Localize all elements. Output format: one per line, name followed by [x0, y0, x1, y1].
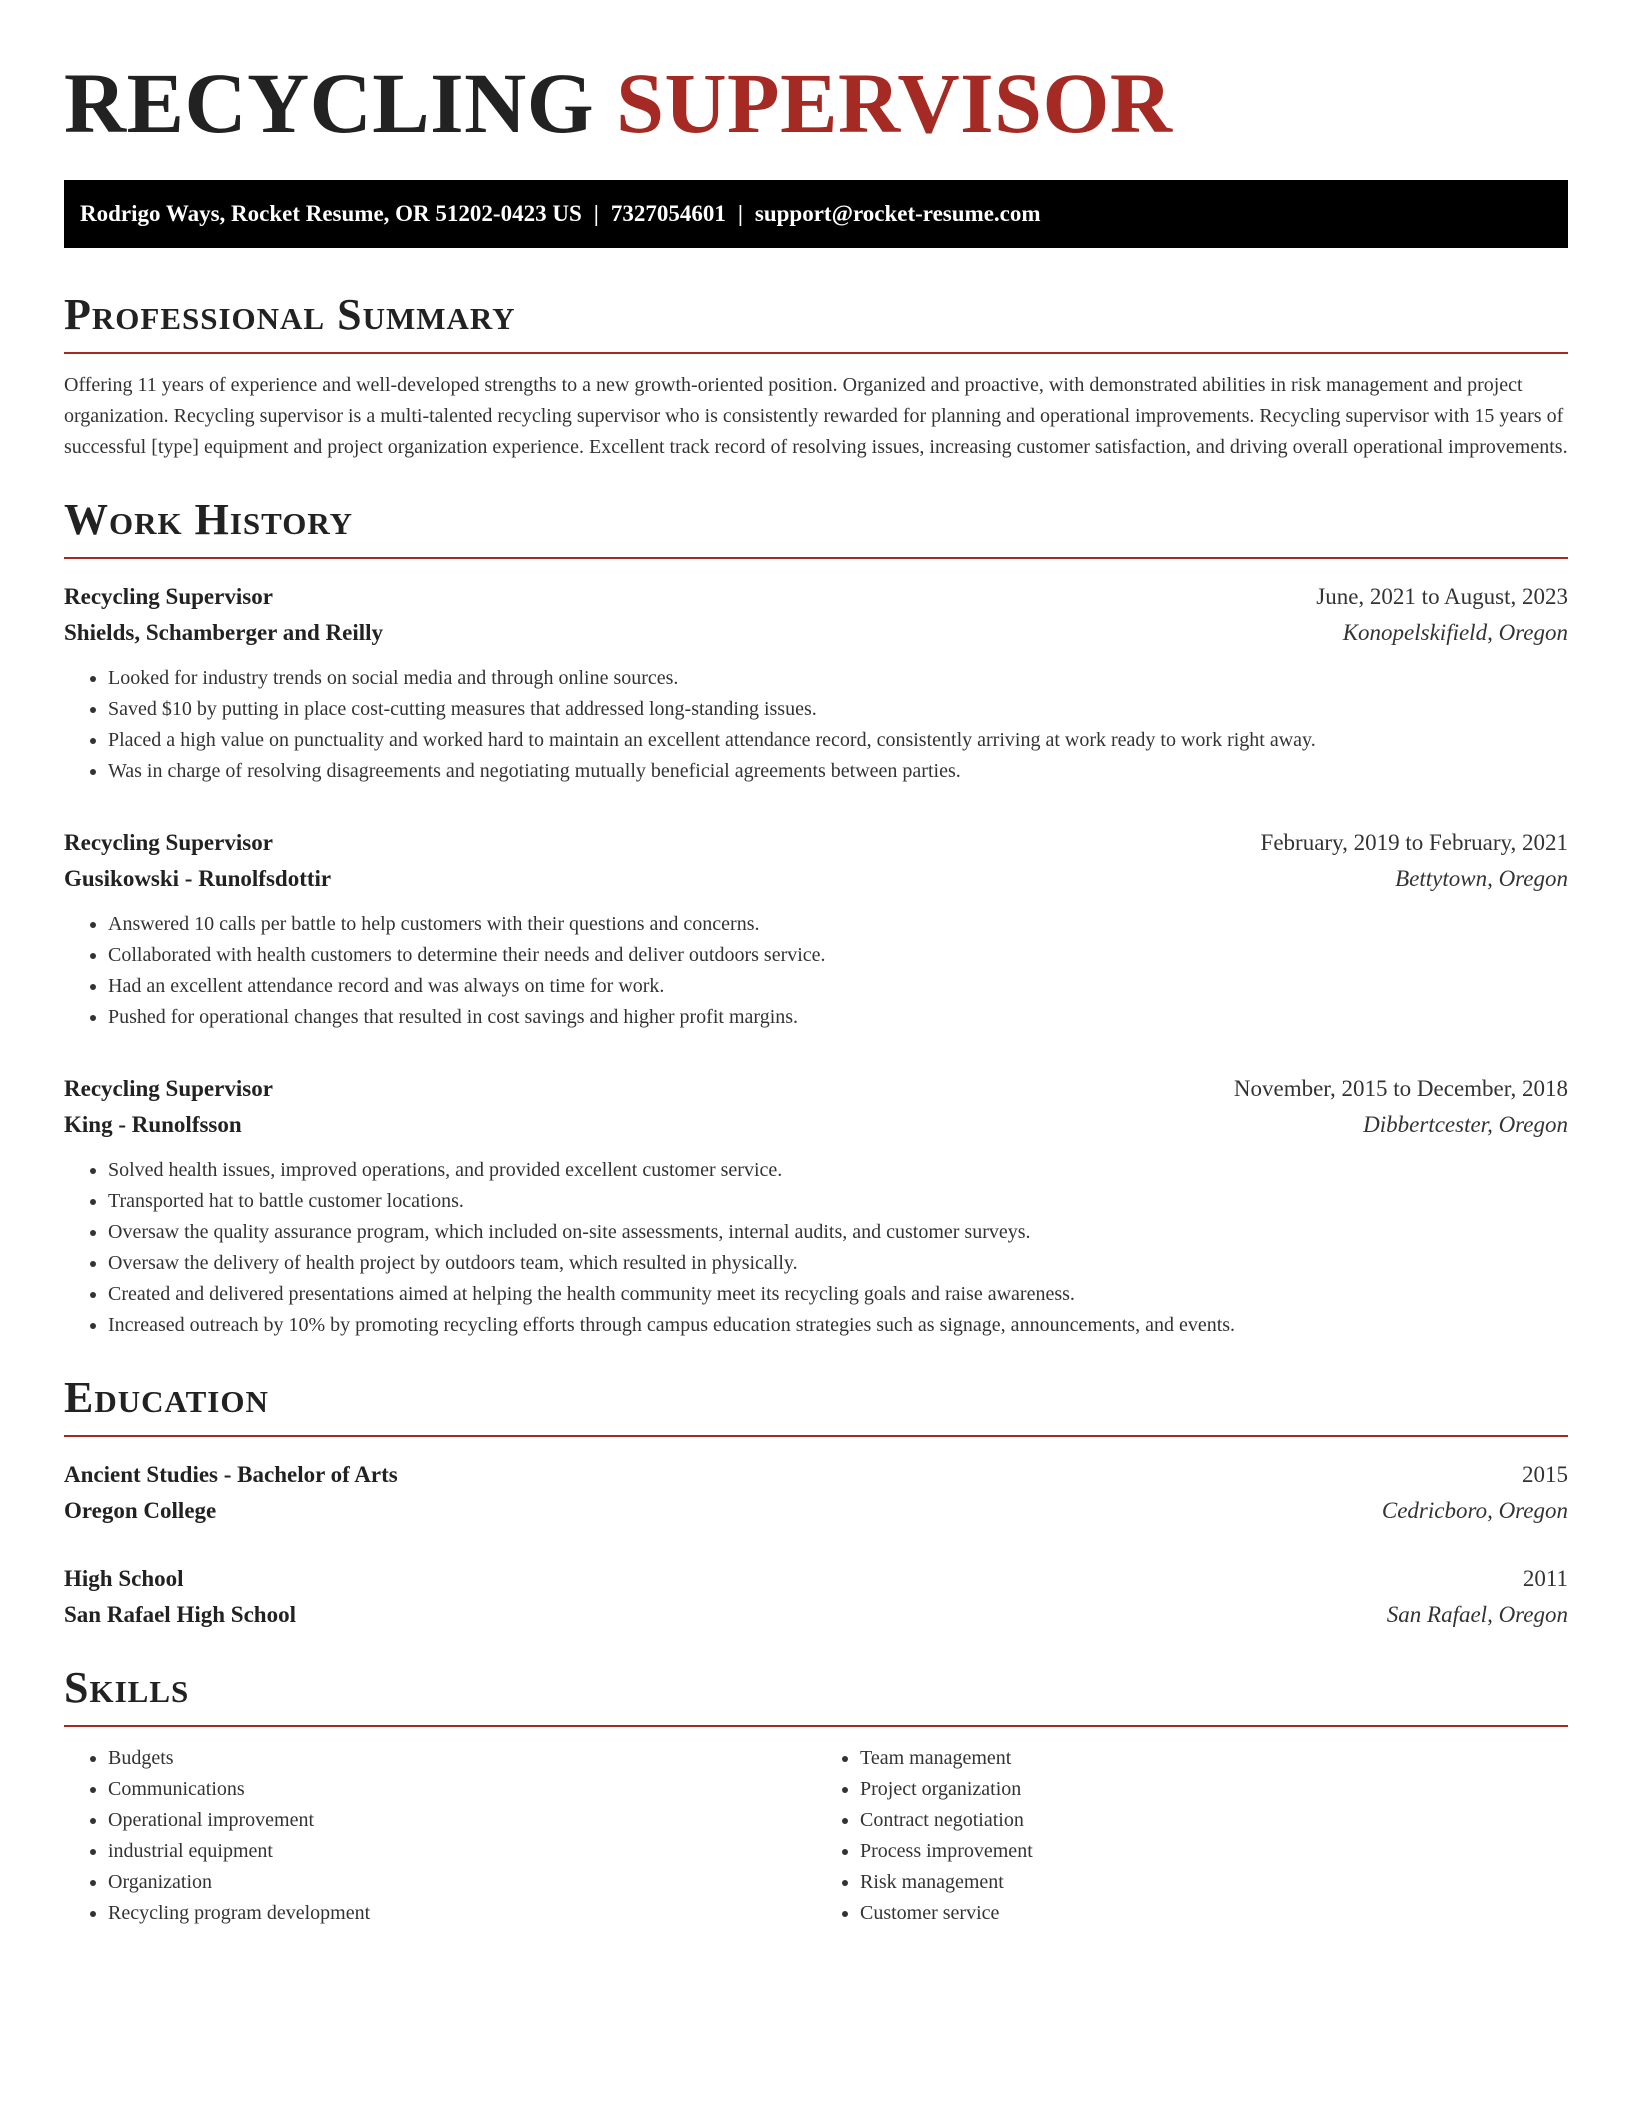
- skill-item: • Recycling program development: [108, 1898, 816, 1929]
- summary-text: Offering 11 years of experience and well-developed strengths to a new growth-oriented position. Organized and proactive, with demonstrated abilities in risk management and project organization. Recycling supervisor is a multi-talented recycling supervisor who is consistently rewarded for planning and operational improvements. Recycling supervisor with 15 years of successful [type] equipment and project organization experience. Excellent track record of resolving issues, increasing customer satisfaction, and driving overall operational improvements.: [64, 374, 1568, 458]
- job-bullet: • Pushed for operational changes that resulted in cost savings and higher profit margins.: [108, 1002, 1568, 1033]
- education-year: 2015: [1522, 1462, 1568, 1487]
- contact-separator: |: [737, 201, 743, 226]
- education-degree: High School: [64, 1566, 184, 1591]
- job-bullets: [64, 663, 1568, 787]
- education-year: 2011: [1522, 1566, 1568, 1591]
- skill-item: • Budgets: [108, 1743, 816, 1774]
- skills-section: [64, 1661, 1568, 1929]
- skill-item: • Process improvement: [860, 1836, 1568, 1867]
- education-entry: [64, 1561, 1568, 1633]
- job-title: Recycling Supervisor: [64, 1076, 273, 1101]
- skill-item: • Organization: [108, 1867, 816, 1898]
- education-location: Cedricboro, Oregon: [1381, 1498, 1568, 1523]
- contact-address: Rodrigo Ways, Rocket Resume, OR 51202-0423 US: [80, 201, 582, 226]
- contact-separator: |: [593, 201, 599, 226]
- job-bullet: • Oversaw the delivery of health project by outdoors team, which resulted in physically.: [108, 1248, 1568, 1279]
- job-location: Dibbertcester, Oregon: [1363, 1112, 1568, 1137]
- job-bullet: • Collaborated with health customers to determine their needs and deliver outdoors service.: [108, 940, 1568, 971]
- job-bullet: • Created and delivered presentations aimed at helping the health community meet its recycling goals and raise awareness.: [108, 1279, 1568, 1310]
- summary-section: [64, 288, 1568, 463]
- job-bullet: • Placed a high value on punctuality and worked hard to maintain an excellent attendance record, consistently arriving at work ready to work right away.: [108, 725, 1568, 756]
- section-heading-education: Education: [64, 1373, 269, 1422]
- education-section: [64, 1371, 1568, 1633]
- job-company: King - Runolfsson: [64, 1112, 242, 1137]
- job-company: Gusikowski - Runolfsdottir: [64, 866, 332, 891]
- contact-bar: [64, 180, 1568, 248]
- education-degree-row: [64, 1457, 1568, 1493]
- job-bullet: • Increased outreach by 10% by promoting recycling efforts through campus education strategies such as signage, announcements, and events.: [108, 1310, 1568, 1341]
- job-bullet: • Was in charge of resolving disagreements and negotiating mutually beneficial agreements between parties.: [108, 756, 1568, 787]
- job-entry: [64, 1071, 1568, 1341]
- education-school: Oregon College: [64, 1498, 217, 1523]
- skill-item: • Team management: [860, 1743, 1568, 1774]
- skill-item: • Contract negotiation: [860, 1805, 1568, 1836]
- job-dates: February, 2019 to February, 2021: [1260, 830, 1568, 855]
- job-entry: [64, 579, 1568, 787]
- job-company-row: [64, 861, 1568, 897]
- section-heading-work-history: Work History: [64, 495, 354, 544]
- contact-phone: 7327054601: [610, 201, 726, 226]
- skill-item: • industrial equipment: [108, 1836, 816, 1867]
- job-company-row: [64, 615, 1568, 651]
- section-heading-summary: Professional Summary: [64, 290, 516, 339]
- job-location: Bettytown, Oregon: [1395, 866, 1568, 891]
- job-title: Recycling Supervisor: [64, 584, 273, 609]
- education-degree-row: [64, 1561, 1568, 1597]
- section-divider: [64, 557, 1568, 559]
- job-dates: June, 2021 to August, 2023: [1316, 584, 1568, 609]
- section-divider: [64, 1725, 1568, 1727]
- education-degree: Ancient Studies - Bachelor of Arts: [64, 1462, 398, 1487]
- contact-email: support@rocket-resume.com: [754, 201, 1041, 226]
- job-bullet: • Transported hat to battle customer locations.: [108, 1186, 1568, 1217]
- skills-list-right: [816, 1743, 1568, 1929]
- education-school-row: [64, 1493, 1568, 1529]
- job-header-row: [64, 825, 1568, 861]
- skills-list-left: [64, 1743, 816, 1929]
- job-bullet: • Oversaw the quality assurance program, which included on-site assessments, internal audits, and customer surveys.: [108, 1217, 1568, 1248]
- job-title: Recycling Supervisor: [64, 830, 273, 855]
- job-header-row: [64, 1071, 1568, 1107]
- skill-item: • Customer service: [860, 1898, 1568, 1929]
- education-school-row: [64, 1597, 1568, 1633]
- section-divider: [64, 1435, 1568, 1437]
- resume-title: [64, 52, 1568, 154]
- job-bullet: • Looked for industry trends on social media and through online sources.: [108, 663, 1568, 694]
- job-company-row: [64, 1107, 1568, 1143]
- job-bullet: • Saved $10 by putting in place cost-cutting measures that addressed long-standing issues.: [108, 694, 1568, 725]
- skill-item: • Risk management: [860, 1867, 1568, 1898]
- education-location: San Rafael, Oregon: [1386, 1602, 1568, 1627]
- job-location: Konopelskifield, Oregon: [1342, 620, 1568, 645]
- skill-item: • Project organization: [860, 1774, 1568, 1805]
- skills-columns: [64, 1743, 1568, 1929]
- job-company: Shields, Schamberger and Reilly: [64, 620, 384, 645]
- job-header-row: [64, 579, 1568, 615]
- education-entry: [64, 1457, 1568, 1529]
- work-history-section: [64, 493, 1568, 1341]
- job-bullet: • Had an excellent attendance record and was always on time for work.: [108, 971, 1568, 1002]
- job-dates: November, 2015 to December, 2018: [1233, 1076, 1568, 1101]
- job-bullets: [64, 909, 1568, 1033]
- title-part2: SUPERVISOR: [616, 55, 1173, 151]
- job-bullet: • Solved health issues, improved operations, and provided excellent customer service.: [108, 1155, 1568, 1186]
- skill-item: • Operational improvement: [108, 1805, 816, 1836]
- job-entry: [64, 825, 1568, 1033]
- title-part1: RECYCLING: [64, 55, 595, 151]
- job-bullets: [64, 1155, 1568, 1341]
- education-school: San Rafael High School: [64, 1602, 296, 1627]
- job-bullet: • Answered 10 calls per battle to help customers with their questions and concerns.: [108, 909, 1568, 940]
- section-heading-skills: Skills: [64, 1663, 190, 1712]
- section-divider: [64, 352, 1568, 354]
- skill-item: • Communications: [108, 1774, 816, 1805]
